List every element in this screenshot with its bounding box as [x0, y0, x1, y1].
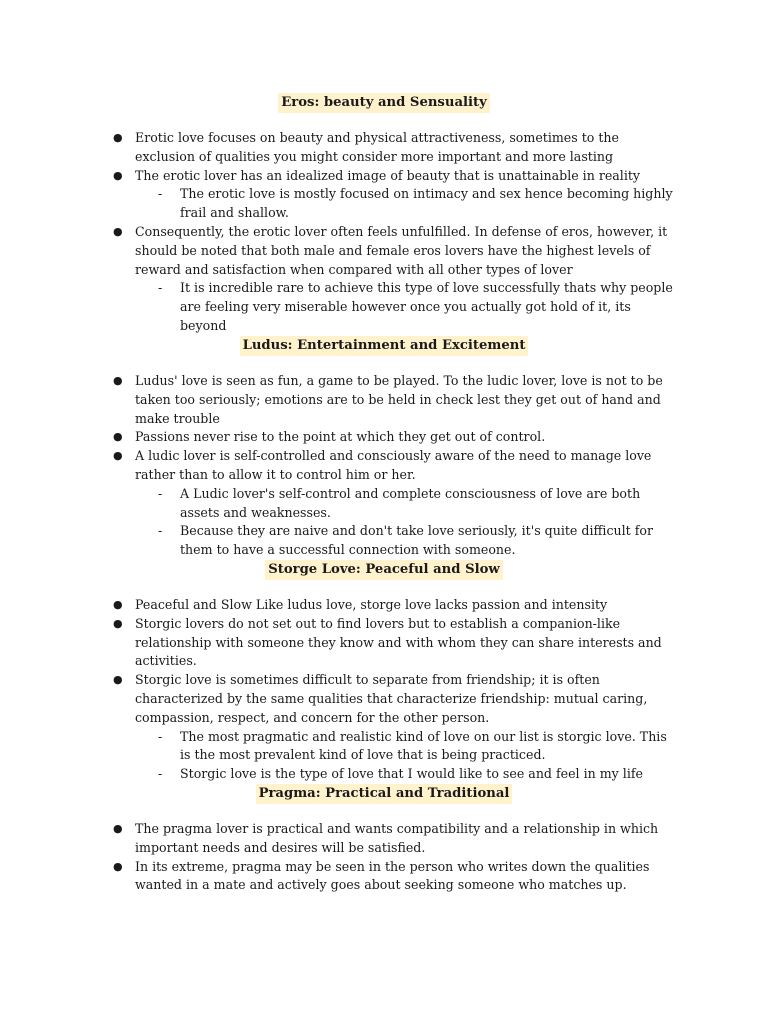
- dash-icon: -: [158, 280, 163, 296]
- bullet-list: [0, 820, 768, 895]
- bullet-dot-icon: ●: [113, 224, 123, 238]
- list-item: ● Passions never rise to the point at which they get out of control.: [135, 428, 680, 447]
- dash-icon: -: [158, 485, 163, 501]
- dash-icon: -: [158, 728, 163, 744]
- bullet-list: [0, 129, 768, 336]
- bullet-dot-icon: ●: [113, 822, 123, 835]
- bullet-dot-icon: ●: [113, 374, 123, 387]
- bullet-dot-icon: ●: [113, 430, 123, 444]
- dash-icon: -: [158, 186, 163, 202]
- sub-list-item: - It is incredible rare to achieve this type of love successfully thats why people are feeling very miserable however once you actually got hold of it, its beyond: [158, 280, 673, 333]
- list-item: ● Ludus' love is seen as fun, a game to be played. To the ludic lover, love is not to be taken too seriously; emotions are to be held in check lest they get out of hand and make trouble: [113, 373, 663, 426]
- dash-icon: -: [158, 523, 163, 539]
- bullet-list: [0, 596, 768, 784]
- bullet-dot-icon: ●: [113, 449, 123, 463]
- sub-list-item: - A Ludic lover's self-control and complete consciousness of love are both assets and weaknesses.: [158, 485, 641, 520]
- list-item: ● Consequently, the erotic lover often feels unfulfilled. In defense of eros, however, it should be noted that both male and female eros lovers have the highest levels of reward and satisfaction when compared with all other types of lover - It is incredible rare to achieve this type of love successfully thats why people are feeling very miserable however once you actually got hold of it, its beyond: [135, 223, 680, 336]
- section-heading: Pragma: Practical and Traditional: [256, 784, 513, 804]
- sub-list-item: - The erotic love is mostly focused on intimacy and sex hence becoming highly frail and shallow.: [158, 186, 673, 221]
- bullet-dot-icon: ●: [113, 598, 123, 611]
- bullet-dot-icon: ●: [113, 859, 123, 873]
- list-item: ● A ludic lover is self-controlled and consciously aware of the need to manage love rather than to allow it to control him or her. - A Ludic lover's self-control and complete consciousness of love are both assets and weaknesses. - Because they are naive and don't take love seriously, it's quite difficult for them to have a successful connection with someone.: [135, 447, 680, 560]
- list-item: ● The erotic lover has an idealized image of beauty that is unattainable in reality - The erotic love is mostly focused on intimacy and sex hence becoming highly frail and shallow.: [135, 167, 680, 223]
- section-eros: [0, 91, 768, 336]
- bullet-dot-icon: ●: [113, 168, 123, 182]
- list-item: ● Peaceful and Slow Like ludus love, storge love lacks passion and intensity: [135, 596, 680, 615]
- bullet-dot-icon: ●: [113, 616, 123, 630]
- list-item: ● Storgic lovers do not set out to find lovers but to establish a companion-like relationship with someone they know and with whom they can share interests and activities.: [113, 615, 662, 669]
- list-item: ● Storgic love is sometimes difficult to separate from friendship; it is often characterized by the same qualities that characterize friendship: mutual caring, compassion, respect, and concern for the other person. - The most pragmatic and realistic kind of love on our list is storgic love. This is the most prevalent kind of love that is being practiced. - Storgic love is the type of love that I would like to see and feel in my life: [135, 671, 680, 784]
- bullet-dot-icon: ●: [113, 673, 123, 687]
- section-heading: Ludus: Entertainment and Excitement: [240, 336, 529, 356]
- list-item: ● The pragma lover is practical and wants compatibility and a relationship in which important needs and desires will be satisfied.: [113, 821, 659, 855]
- bullet-list: [0, 372, 768, 560]
- bullet-dot-icon: ●: [113, 131, 123, 144]
- sub-list-item: - Storgic love is the type of love that I would like to see and feel in my life: [180, 765, 680, 784]
- section-storge: [0, 558, 768, 784]
- section-ludus: [0, 334, 768, 560]
- dash-icon: -: [158, 766, 163, 782]
- list-item: ● Erotic love focuses on beauty and physical attractiveness, sometimes to the exclusion of qualities you might consider more important and more lasting: [113, 130, 619, 164]
- section-heading: Eros: beauty and Sensuality: [278, 93, 490, 113]
- list-item: ● In its extreme, pragma may be seen in the person who writes down the qualities wanted in a mate and actively goes about seeking someone who matches up.: [113, 858, 650, 893]
- section-heading: Storge Love: Peaceful and Slow: [265, 560, 503, 580]
- sub-list-item: - The most pragmatic and realistic kind of love on our list is storgic love. This is the most prevalent kind of love that is being practiced.: [158, 728, 667, 763]
- section-pragma: [0, 782, 768, 895]
- sub-list-item: - Because they are naive and don't take love seriously, it's quite difficult for them to have a successful connection with someone.: [158, 523, 653, 558]
